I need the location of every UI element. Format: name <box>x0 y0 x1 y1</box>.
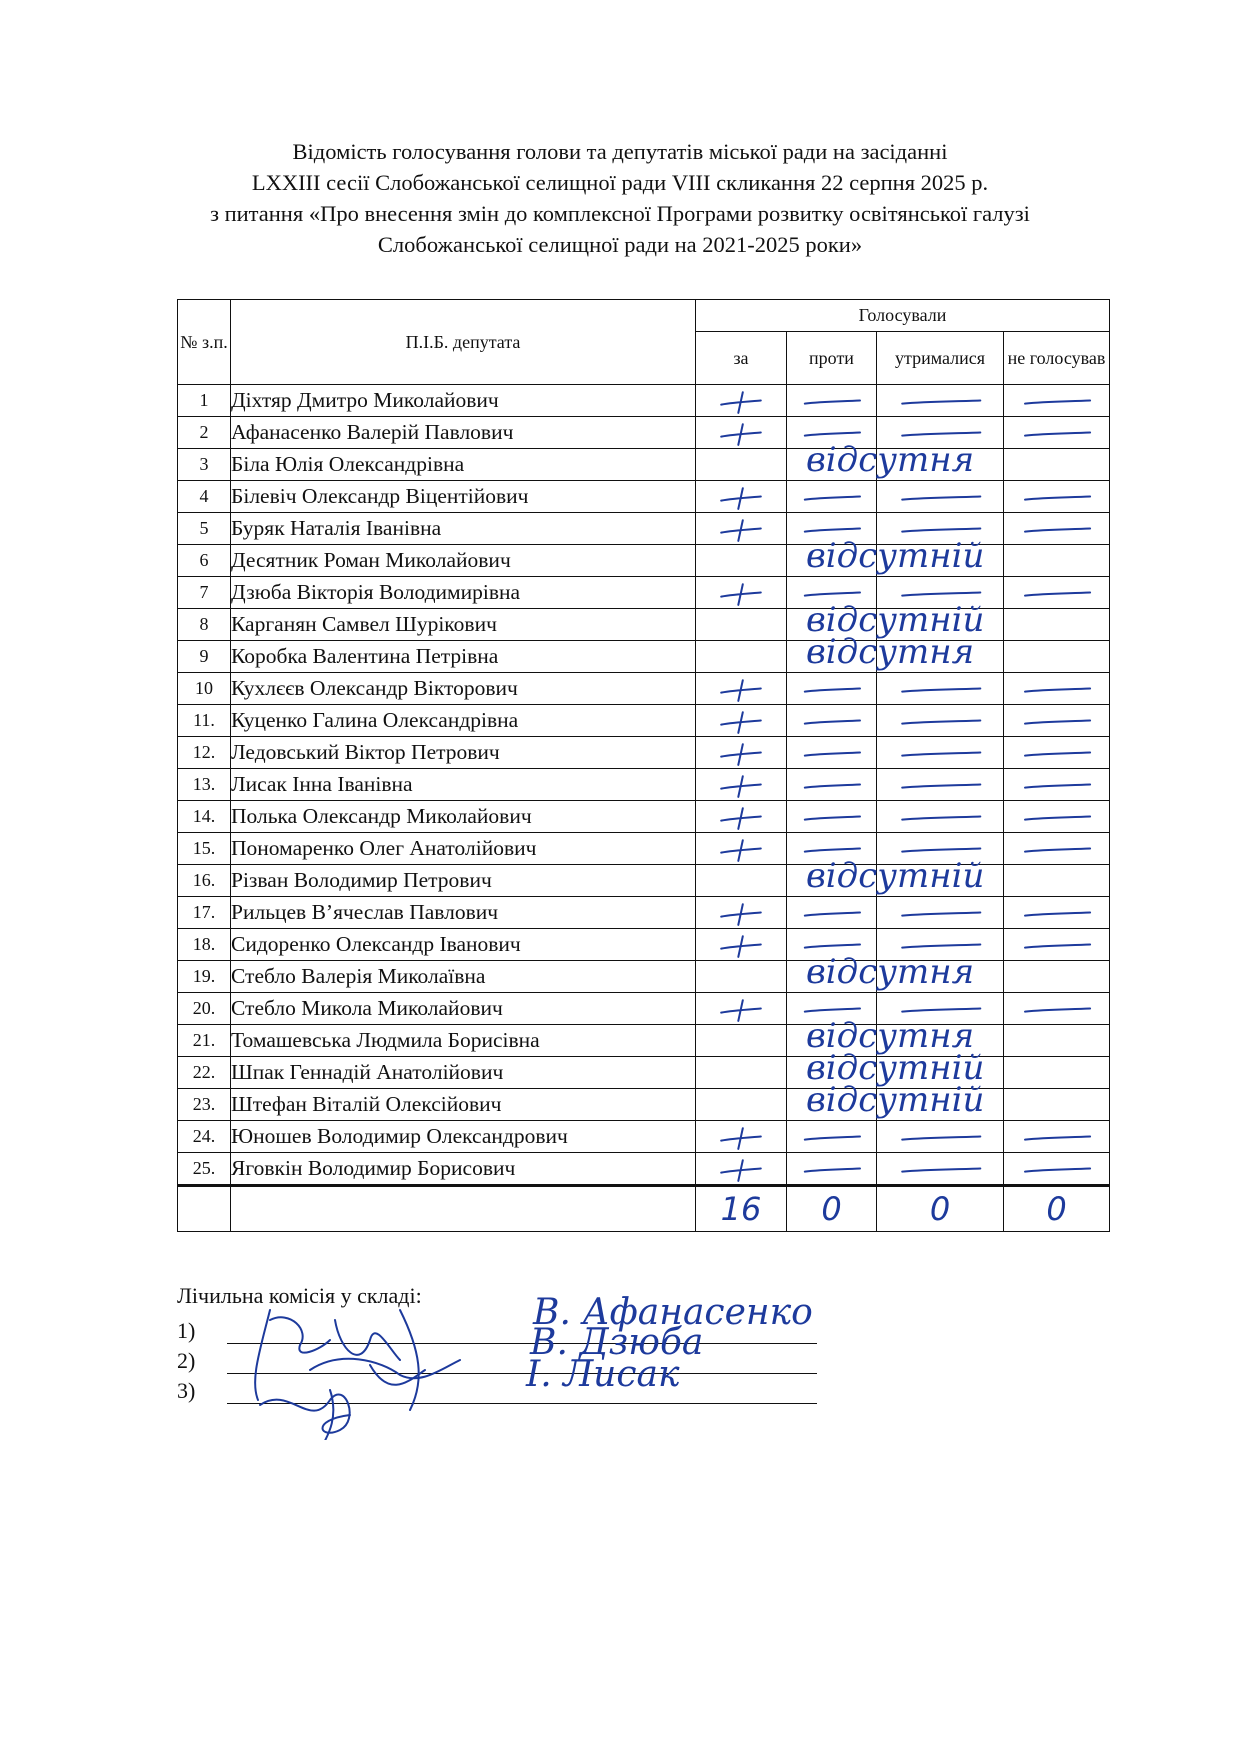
totals-row <box>178 1186 1110 1232</box>
dash-mark <box>877 833 1003 864</box>
table-row <box>178 897 1110 929</box>
dash-mark <box>877 577 1003 608</box>
dash-mark <box>787 1153 876 1184</box>
table-row <box>178 865 1110 897</box>
vote-not-voted-cell <box>1004 833 1110 865</box>
dash-mark <box>787 897 876 928</box>
vote-against-cell <box>787 833 877 865</box>
vote-against-cell <box>787 705 877 737</box>
deputy-name: Дзюба Вікторія Володимирівна <box>231 577 696 609</box>
table-row <box>178 1025 1110 1057</box>
table-row <box>178 449 1110 481</box>
commission-num: 2) <box>177 1348 196 1373</box>
absent-note: відсутній <box>806 856 985 896</box>
plus-mark <box>696 801 786 832</box>
dash-mark <box>787 737 876 768</box>
dash-mark <box>877 705 1003 736</box>
deputy-name: Полька Олександр Миколайович <box>231 801 696 833</box>
total-for: 16 <box>720 1190 762 1228</box>
dash-mark <box>1004 769 1109 800</box>
deputy-name: Юношев Володимир Олександрович <box>231 1121 696 1153</box>
deputy-name: Десятник Роман Миколайович <box>231 545 696 577</box>
document-title <box>120 136 1120 260</box>
vote-for-cell <box>696 641 787 673</box>
dash-mark <box>877 737 1003 768</box>
dash-mark <box>787 673 876 704</box>
plus-mark <box>696 417 786 448</box>
vote-not-voted-cell <box>1004 545 1110 577</box>
vote-abstained-cell <box>877 609 1004 641</box>
row-number: 12. <box>178 737 231 769</box>
vote-not-voted-cell <box>1004 1089 1110 1121</box>
row-number: 6 <box>178 545 231 577</box>
table-row <box>178 385 1110 417</box>
row-number: 14. <box>178 801 231 833</box>
vote-abstained-cell <box>877 897 1004 929</box>
vote-not-voted-cell <box>1004 929 1110 961</box>
vote-not-voted-cell <box>1004 1025 1110 1057</box>
total-abstained: 0 <box>929 1190 951 1228</box>
signature-name-2: В. Дзюба <box>530 1322 704 1363</box>
table-row <box>178 417 1110 449</box>
absent-note: відсутня <box>806 632 975 672</box>
vote-for-cell <box>696 865 787 897</box>
vote-for-cell <box>696 737 787 769</box>
row-number: 8 <box>178 609 231 641</box>
deputy-name: Кухлєєв Олександр Вікторович <box>231 673 696 705</box>
plus-mark <box>696 993 786 1024</box>
row-number: 23. <box>178 1089 231 1121</box>
commission-num: 3) <box>177 1378 196 1403</box>
dash-mark <box>877 673 1003 704</box>
total-not-voted: 0 <box>1046 1190 1067 1228</box>
row-number: 1 <box>178 385 231 417</box>
vote-for-cell <box>696 1025 787 1057</box>
vote-abstained-cell <box>877 705 1004 737</box>
header-abstained: утрималися <box>877 332 1004 385</box>
dash-mark <box>877 1153 1003 1184</box>
plus-mark <box>696 929 786 960</box>
signature-name-3: І. Лисак <box>526 1354 680 1395</box>
vote-not-voted-cell <box>1004 865 1110 897</box>
absent-note: відсутній <box>806 536 985 576</box>
vote-against-cell <box>787 929 877 961</box>
totals-empty-num <box>178 1186 231 1232</box>
row-number: 20. <box>178 993 231 1025</box>
row-number: 16. <box>178 865 231 897</box>
row-number: 4 <box>178 481 231 513</box>
vote-against-cell <box>787 385 877 417</box>
dash-mark <box>1004 737 1109 768</box>
vote-against-cell <box>787 1025 877 1057</box>
row-number: 15. <box>178 833 231 865</box>
vote-for-cell <box>696 993 787 1025</box>
vote-not-voted-cell <box>1004 801 1110 833</box>
vote-not-voted-cell <box>1004 737 1110 769</box>
dash-mark <box>787 385 876 416</box>
title-line-1: Відомість голосування голови та депутатів міської ради на засіданні <box>292 139 948 164</box>
vote-not-voted-cell <box>1004 577 1110 609</box>
dash-mark <box>877 897 1003 928</box>
vote-abstained-cell <box>877 417 1004 449</box>
vote-for-cell <box>696 1121 787 1153</box>
table-row <box>178 545 1110 577</box>
vote-against-cell <box>787 545 877 577</box>
deputy-name: Біла Юлія Олександрівна <box>231 449 696 481</box>
vote-against-cell <box>787 481 877 513</box>
vote-against-cell <box>787 801 877 833</box>
vote-abstained-cell <box>877 385 1004 417</box>
dash-mark <box>787 513 876 544</box>
plus-mark <box>696 737 786 768</box>
plus-mark <box>696 1121 786 1152</box>
vote-not-voted-cell <box>1004 449 1110 481</box>
plus-mark <box>696 1153 786 1184</box>
dash-mark <box>877 929 1003 960</box>
vote-abstained-cell <box>877 513 1004 545</box>
voting-table <box>177 299 1110 1232</box>
dash-mark <box>787 769 876 800</box>
vote-against-cell <box>787 1153 877 1186</box>
vote-abstained-cell <box>877 577 1004 609</box>
vote-for-cell <box>696 1153 787 1186</box>
row-number: 7 <box>178 577 231 609</box>
vote-against-cell <box>787 865 877 897</box>
header-against: проти <box>787 332 877 385</box>
vote-for-cell <box>696 1089 787 1121</box>
title-line-3: з питання «Про внесення змін до комплексної Програми розвитку освітянської галузі <box>210 201 1030 226</box>
vote-against-cell <box>787 1121 877 1153</box>
vote-against-cell <box>787 961 877 993</box>
dash-mark <box>1004 577 1109 608</box>
dash-mark <box>787 1121 876 1152</box>
dash-mark <box>787 417 876 448</box>
absent-note: відсутня <box>806 440 975 480</box>
vote-not-voted-cell <box>1004 673 1110 705</box>
header-name: П.І.Б. депутата <box>231 300 696 385</box>
deputy-name: Куценко Галина Олександрівна <box>231 705 696 737</box>
vote-for-cell <box>696 961 787 993</box>
vote-for-cell <box>696 673 787 705</box>
row-number: 22. <box>178 1057 231 1089</box>
absent-note: відсутній <box>806 600 985 640</box>
vote-against-cell <box>787 737 877 769</box>
table-row <box>178 705 1110 737</box>
deputy-name: Томашевська Людмила Борисівна <box>231 1025 696 1057</box>
vote-abstained-cell <box>877 769 1004 801</box>
vote-not-voted-cell <box>1004 705 1110 737</box>
table-row <box>178 577 1110 609</box>
deputy-name: Буряк Наталія Іванівна <box>231 513 696 545</box>
vote-for-cell <box>696 1057 787 1089</box>
vote-abstained-cell <box>877 481 1004 513</box>
deputy-name: Ледовський Віктор Петрович <box>231 737 696 769</box>
table-row <box>178 961 1110 993</box>
header-voted: Голосували <box>696 300 1110 332</box>
absent-note: відсутня <box>806 952 975 992</box>
table-row <box>178 1121 1110 1153</box>
vote-against-cell <box>787 1057 877 1089</box>
dash-mark <box>1004 481 1109 512</box>
dash-mark <box>1004 897 1109 928</box>
row-number: 18. <box>178 929 231 961</box>
table-row <box>178 929 1110 961</box>
dash-mark <box>877 513 1003 544</box>
vote-for-cell <box>696 417 787 449</box>
deputy-name: Штефан Віталій Олексійович <box>231 1089 696 1121</box>
commission-num: 1) <box>177 1318 196 1343</box>
vote-for-cell <box>696 577 787 609</box>
dash-mark <box>787 801 876 832</box>
vote-for-cell <box>696 929 787 961</box>
dash-mark <box>1004 801 1109 832</box>
absent-note: відсутній <box>806 1080 985 1120</box>
deputy-name: Стебло Микола Миколайович <box>231 993 696 1025</box>
vote-for-cell <box>696 449 787 481</box>
vote-not-voted-cell <box>1004 385 1110 417</box>
vote-not-voted-cell <box>1004 1057 1110 1089</box>
dash-mark <box>787 929 876 960</box>
vote-against-cell <box>787 673 877 705</box>
vote-for-cell <box>696 513 787 545</box>
vote-against-cell <box>787 513 877 545</box>
table-row <box>178 673 1110 705</box>
signature-name-1: В. Афанасенко <box>533 1292 813 1333</box>
vote-abstained-cell <box>877 545 1004 577</box>
dash-mark <box>787 705 876 736</box>
commission-label: Лічильна комісія у складі: <box>177 1283 422 1308</box>
handwritten-signatures <box>250 1290 550 1440</box>
dash-mark <box>787 833 876 864</box>
plus-mark <box>696 577 786 608</box>
row-number: 17. <box>178 897 231 929</box>
vote-for-cell <box>696 769 787 801</box>
dash-mark <box>1004 385 1109 416</box>
dash-mark <box>1004 929 1109 960</box>
dash-mark <box>877 1121 1003 1152</box>
table-row <box>178 641 1110 673</box>
vote-for-cell <box>696 481 787 513</box>
vote-for-cell <box>696 801 787 833</box>
title-line-4: Слобожанської селищної ради на 2021-2025 роки» <box>377 232 863 257</box>
table-row <box>178 481 1110 513</box>
dash-mark <box>877 417 1003 448</box>
vote-not-voted-cell <box>1004 609 1110 641</box>
dash-mark <box>1004 1153 1109 1184</box>
plus-mark <box>696 897 786 928</box>
row-number: 10 <box>178 673 231 705</box>
deputy-name: Коробка Валентина Петрівна <box>231 641 696 673</box>
table-row <box>178 1153 1110 1186</box>
vote-abstained-cell <box>877 673 1004 705</box>
vote-for-cell <box>696 609 787 641</box>
table-row <box>178 993 1110 1025</box>
vote-abstained-cell <box>877 1089 1004 1121</box>
table-row <box>178 609 1110 641</box>
vote-not-voted-cell <box>1004 417 1110 449</box>
vote-against-cell <box>787 1089 877 1121</box>
absent-note: відсутня <box>806 1016 975 1056</box>
row-number: 9 <box>178 641 231 673</box>
dash-mark <box>877 481 1003 512</box>
vote-abstained-cell <box>877 1153 1004 1186</box>
vote-against-cell <box>787 577 877 609</box>
row-number: 5 <box>178 513 231 545</box>
vote-not-voted-cell <box>1004 1153 1110 1186</box>
deputy-name: Яговкін Володимир Борисович <box>231 1153 696 1186</box>
vote-for-cell <box>696 385 787 417</box>
dash-mark <box>787 577 876 608</box>
vote-abstained-cell <box>877 737 1004 769</box>
table-row <box>178 737 1110 769</box>
dash-mark <box>787 481 876 512</box>
vote-abstained-cell <box>877 641 1004 673</box>
plus-mark <box>696 513 786 544</box>
deputy-name: Білевіч Олександр Віцентійович <box>231 481 696 513</box>
vote-not-voted-cell <box>1004 1121 1110 1153</box>
vote-not-voted-cell <box>1004 641 1110 673</box>
plus-mark <box>696 705 786 736</box>
plus-mark <box>696 385 786 416</box>
deputy-name: Карганян Самвел Шурікович <box>231 609 696 641</box>
vote-abstained-cell <box>877 1025 1004 1057</box>
vote-against-cell <box>787 641 877 673</box>
table-row <box>178 801 1110 833</box>
header-for: за <box>696 332 787 385</box>
vote-against-cell <box>787 609 877 641</box>
vote-against-cell <box>787 897 877 929</box>
vote-for-cell <box>696 705 787 737</box>
vote-for-cell <box>696 897 787 929</box>
dash-mark <box>877 385 1003 416</box>
table-row <box>178 1089 1110 1121</box>
vote-abstained-cell <box>877 1121 1004 1153</box>
dash-mark <box>1004 673 1109 704</box>
vote-abstained-cell <box>877 993 1004 1025</box>
deputy-name: Діхтяр Дмитро Миколайович <box>231 385 696 417</box>
vote-abstained-cell <box>877 801 1004 833</box>
vote-abstained-cell <box>877 865 1004 897</box>
row-number: 19. <box>178 961 231 993</box>
vote-abstained-cell <box>877 833 1004 865</box>
deputy-name: Афанасенко Валерій Павлович <box>231 417 696 449</box>
vote-for-cell <box>696 833 787 865</box>
row-number: 11. <box>178 705 231 737</box>
plus-mark <box>696 481 786 512</box>
row-number: 25. <box>178 1153 231 1186</box>
vote-abstained-cell <box>877 961 1004 993</box>
deputy-name: Стебло Валерія Миколаївна <box>231 961 696 993</box>
vote-abstained-cell <box>877 929 1004 961</box>
vote-not-voted-cell <box>1004 481 1110 513</box>
dash-mark <box>1004 417 1109 448</box>
row-number: 24. <box>178 1121 231 1153</box>
total-against: 0 <box>821 1190 842 1228</box>
dash-mark <box>787 993 876 1024</box>
table-row <box>178 1057 1110 1089</box>
deputy-name: Рильцев В’ячеслав Павлович <box>231 897 696 929</box>
deputy-name: Шпак Геннадій Анатолійович <box>231 1057 696 1089</box>
vote-against-cell <box>787 449 877 481</box>
title-line-2: LXXIII сесії Слобожанської селищної ради VIII скликання 22 серпня 2025 р. <box>251 170 989 195</box>
deputy-name: Пономаренко Олег Анатолійович <box>231 833 696 865</box>
vote-against-cell <box>787 417 877 449</box>
dash-mark <box>1004 705 1109 736</box>
vote-not-voted-cell <box>1004 961 1110 993</box>
dash-mark <box>1004 1121 1109 1152</box>
plus-mark <box>696 833 786 864</box>
row-number: 21. <box>178 1025 231 1057</box>
vote-abstained-cell <box>877 1057 1004 1089</box>
table-row <box>178 769 1110 801</box>
vote-not-voted-cell <box>1004 993 1110 1025</box>
plus-mark <box>696 673 786 704</box>
plus-mark <box>696 769 786 800</box>
vote-not-voted-cell <box>1004 897 1110 929</box>
vote-for-cell <box>696 545 787 577</box>
deputy-name: Лисак Інна Іванівна <box>231 769 696 801</box>
table-row <box>178 833 1110 865</box>
totals-empty-name <box>231 1186 696 1232</box>
row-number: 2 <box>178 417 231 449</box>
dash-mark <box>1004 513 1109 544</box>
dash-mark <box>1004 993 1109 1024</box>
vote-not-voted-cell <box>1004 513 1110 545</box>
header-not-voted: не голосував <box>1004 332 1110 385</box>
header-num: № з.п. <box>178 300 231 385</box>
vote-abstained-cell <box>877 449 1004 481</box>
row-number: 13. <box>178 769 231 801</box>
deputy-name: Сидоренко Олександр Іванович <box>231 929 696 961</box>
deputy-name: Різван Володимир Петрович <box>231 865 696 897</box>
vote-not-voted-cell <box>1004 769 1110 801</box>
dash-mark <box>877 769 1003 800</box>
vote-against-cell <box>787 993 877 1025</box>
dash-mark <box>1004 833 1109 864</box>
table-row <box>178 513 1110 545</box>
dash-mark <box>877 801 1003 832</box>
dash-mark <box>877 993 1003 1024</box>
row-number: 3 <box>178 449 231 481</box>
absent-note: відсутній <box>806 1048 985 1088</box>
vote-against-cell <box>787 769 877 801</box>
